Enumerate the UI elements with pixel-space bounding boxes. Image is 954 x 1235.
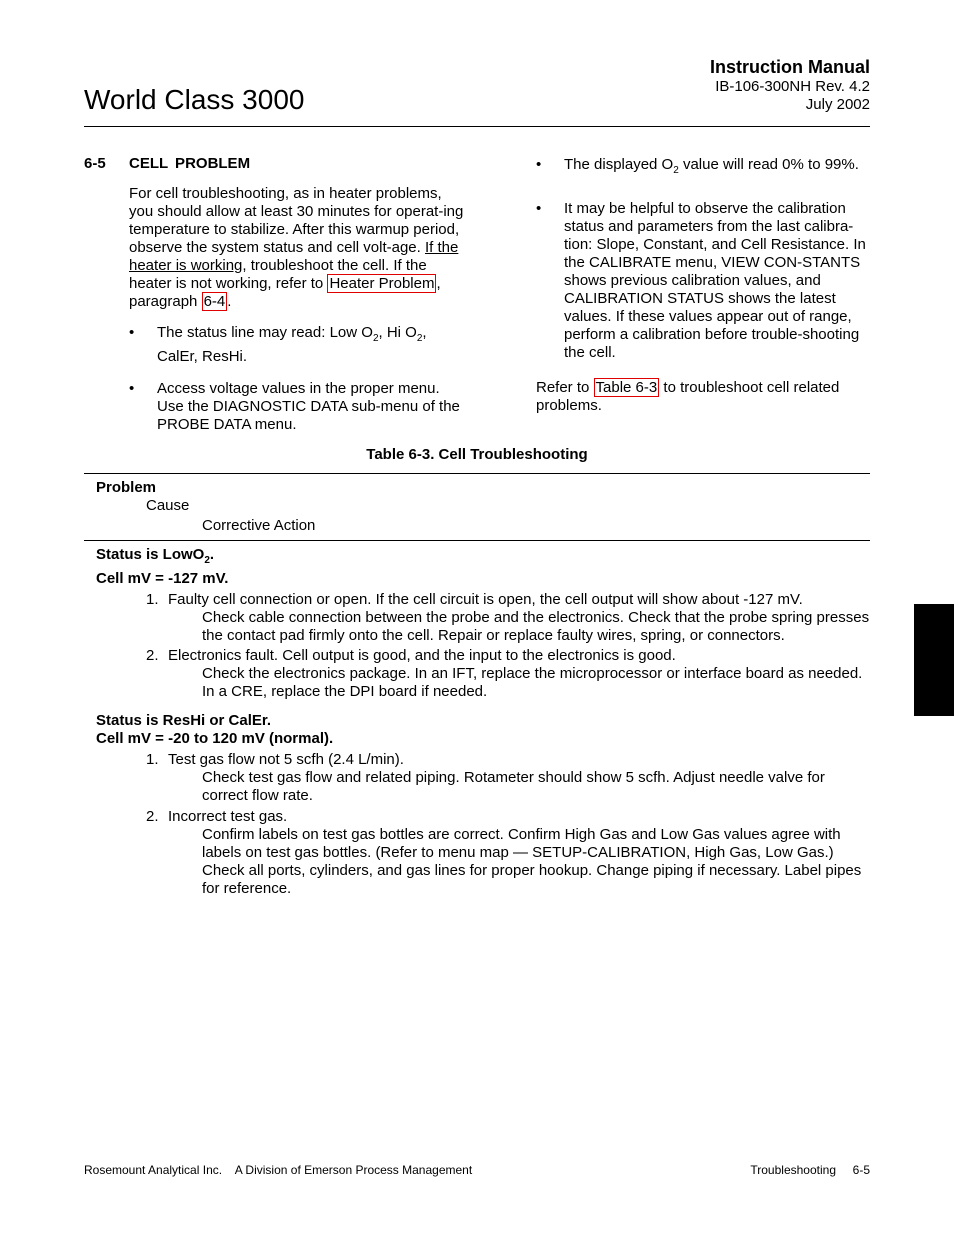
page-footer: [84, 1163, 870, 1177]
table-6-3-link[interactable]: Table 6-3: [595, 379, 658, 396]
bullet-dot: •: [129, 324, 135, 341]
action-text: Check test gas flow and related piping. Rotameter should show 5 scfh. Adjust needle valve for correct flow rate.: [202, 769, 825, 804]
problem-status: [96, 546, 870, 570]
document-title: World Class 3000: [84, 84, 305, 115]
subscript: 2: [372, 333, 379, 344]
table-top-rule: [84, 473, 870, 474]
heater-problem-link[interactable]: Heater Problem: [329, 275, 435, 292]
footer-company: Rosemount Analytical Inc. A Division of Emerson Process Management: [84, 1163, 473, 1177]
bullet-text: It may be helpful to observe the calibration status and parameters from the last calibra-tion: Slope, Constant, and Cell Resistance. In the CALIBRATE menu, VIEW CON-STANTS shows previous calibration values, and CALIBRATION STATUS shows the latest values. If these values appear out of range, perform a calibration before trouble-shooting the cell.: [564, 200, 866, 361]
cause-text: Electronics fault. Cell output is good, and the input to the electronics is good.: [168, 647, 676, 664]
bullet-text: , Hi O: [378, 324, 417, 341]
refer-text: Refer to: [536, 379, 590, 396]
column-cause: Cause: [146, 497, 190, 514]
header-rule: [84, 126, 870, 127]
doc-number: IB-106-300NH Rev. 4.2: [715, 78, 870, 95]
bullet-text: The status line may read: Low O: [157, 324, 373, 341]
bullet-dot: •: [129, 380, 135, 397]
bullet-dot: •: [536, 156, 542, 173]
problem-cell-mv: Cell mV = -127 mV.: [96, 570, 229, 587]
cause-text: Test gas flow not 5 scfh (2.4 L/min).: [168, 751, 404, 768]
bullet-displayed-o2: [536, 156, 876, 180]
header-info: [710, 56, 870, 114]
table-caption: Table 6-3. Cell Troubleshooting: [366, 446, 588, 463]
bullet-status-line: [129, 324, 469, 366]
bullet-access-voltage: [129, 380, 469, 434]
subscript: 2: [204, 555, 210, 566]
table-header-rule: [84, 540, 870, 541]
intro-underlined: If the heater is working: [129, 239, 459, 274]
action-text: Confirm labels on test gas bottles are correct. Confirm High Gas and Low Gas values agree with labels on test gas bottles. (Refer to menu map — SETUP-CALIBRATION, High Gas, Low Gas.) Check all ports, cylinders, and gas lines for proper hookup. Change piping if necessary. Label pipes for reference.: [202, 826, 862, 897]
bullet-text: The displayed O: [564, 156, 674, 173]
refer-paragraph: [536, 379, 876, 415]
cause-number: 1.: [146, 751, 159, 768]
column-problem: Problem: [96, 479, 157, 496]
chapter-thumb-tab: [914, 604, 954, 716]
cause-item: [96, 647, 870, 701]
section-title: CELL PROBLEM: [129, 155, 251, 172]
intro-text-c: , paragraph: [129, 275, 441, 310]
cause-number: 1.: [146, 591, 159, 608]
intro-paragraph: [129, 185, 469, 311]
doc-date: July 2002: [805, 96, 870, 113]
cause-item: [96, 591, 870, 645]
bullet-text: Access voltage values in the proper menu. Use the DIAGNOSTIC DATA sub-menu of the PROBE DATA menu.: [157, 380, 460, 433]
cause-item: [96, 808, 870, 898]
bullet-calibration: [536, 200, 876, 362]
status-text: Status is LowO: [96, 546, 205, 563]
bullet-text: value will read 0% to 99%.: [678, 156, 859, 173]
cause-number: 2.: [146, 647, 159, 664]
problem-status: Status is ResHi or CalEr.: [96, 712, 272, 729]
table-body: [96, 546, 870, 898]
section-number: 6-5: [84, 155, 106, 172]
intro-text: For cell troubleshooting, as in heater problems, you should allow at least 30 minutes for operat-ing temperature to stabilize. After this warmup period, observe the system status and cell volt-age.: [129, 185, 464, 256]
action-text: Check the electronics package. In an IFT, replace the microprocessor or interface board as needed. In a CRE, replace the DPI board if needed.: [202, 665, 863, 700]
bullet-dot: •: [536, 200, 542, 217]
cause-text: Faulty cell connection or open. If the cell circuit is open, the cell output will show about -127 mV.: [168, 591, 803, 608]
action-text: Check cable connection between the probe and the electronics. Check that the probe spring presses the contact pad firmly onto the cell. Repair or replace faulty wires, spring, or connectors.: [202, 609, 870, 644]
bullet-text: , CalEr, ResHi.: [157, 324, 427, 365]
cause-item: [96, 751, 870, 805]
subscript: 2: [673, 165, 679, 176]
table-header: [96, 479, 870, 535]
left-column: [129, 185, 469, 434]
right-column: [536, 156, 876, 415]
problem-cell-mv: Cell mV = -20 to 120 mV (normal).: [96, 730, 334, 747]
manual-label: Instruction Manual: [709, 57, 870, 77]
problem-group: [96, 712, 870, 898]
refer-text-b: to troubleshoot cell related problems.: [536, 379, 840, 414]
problem-group: [96, 546, 870, 701]
column-action: Corrective Action: [202, 517, 316, 534]
subscript: 2: [416, 333, 423, 344]
intro-text-b: , troubleshoot the cell. If the heater is not working, refer to: [129, 257, 427, 292]
cause-number: 2.: [146, 808, 159, 825]
intro-end: .: [227, 293, 232, 310]
cause-text: Incorrect test gas.: [168, 808, 288, 825]
status-text: .: [209, 546, 215, 563]
footer-page: Troubleshooting 6-5: [750, 1163, 870, 1177]
paragraph-6-4-link[interactable]: 6-4: [203, 293, 226, 310]
